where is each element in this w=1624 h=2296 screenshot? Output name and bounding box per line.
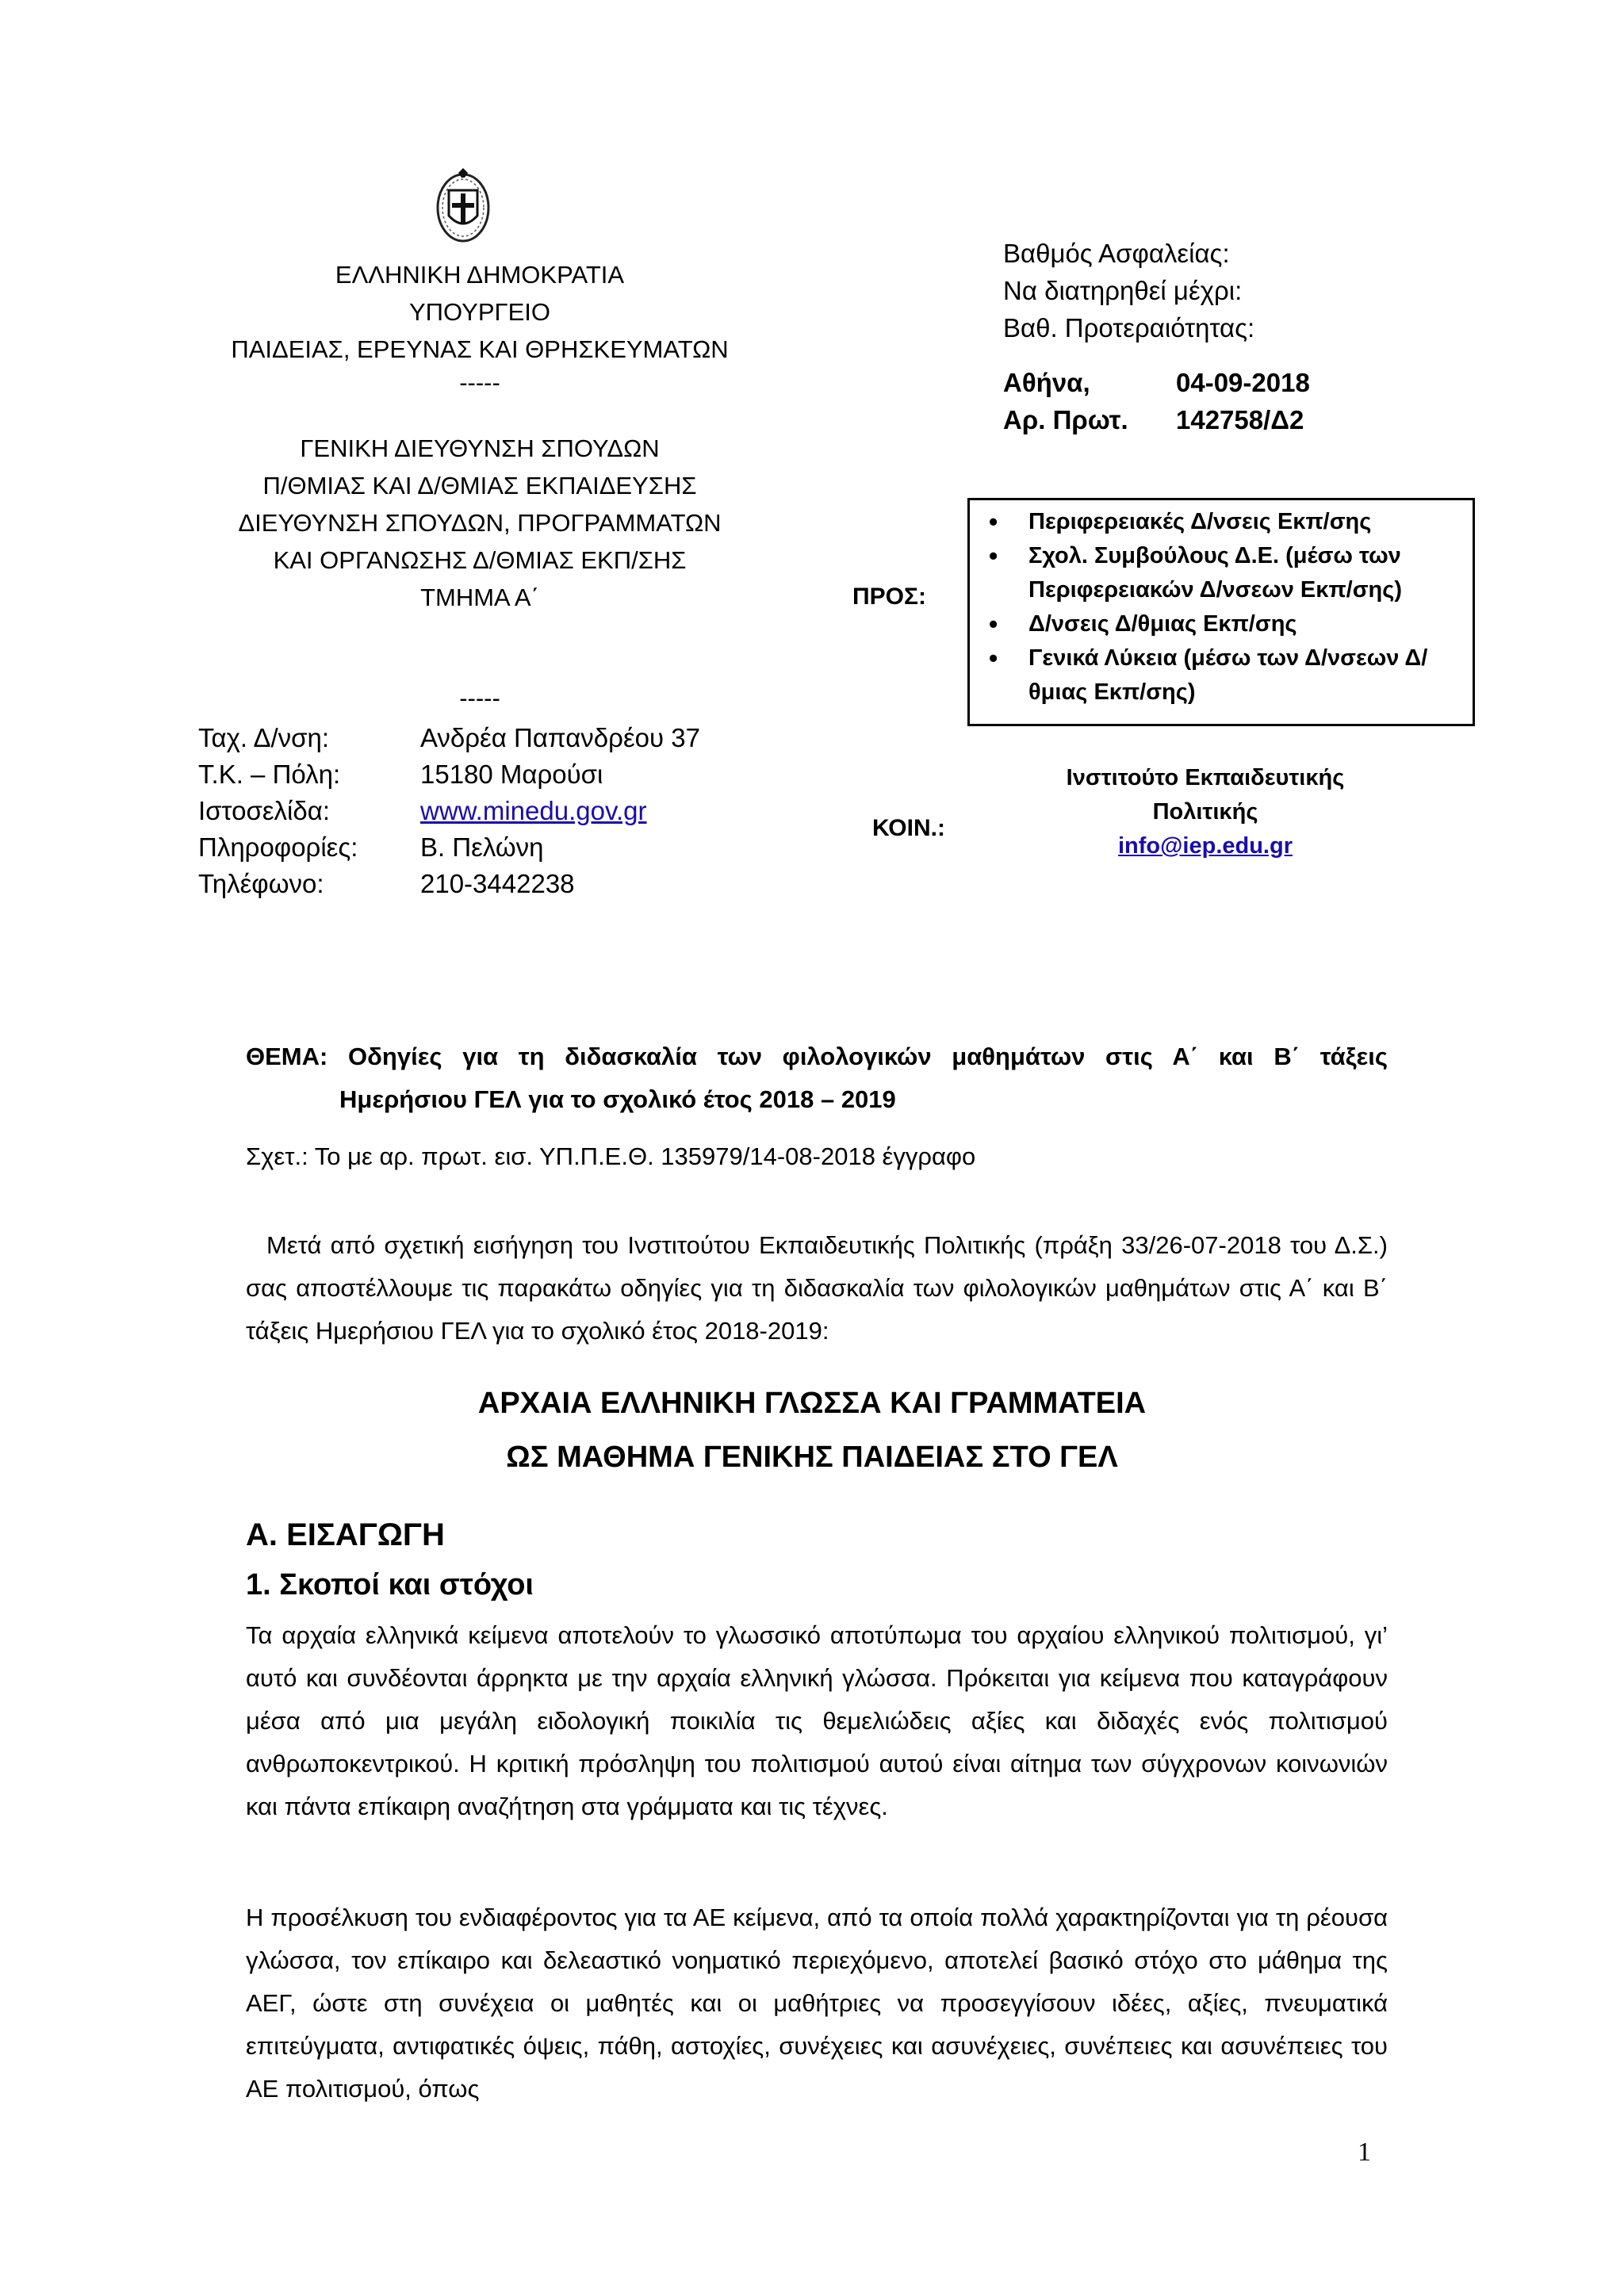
department-line: Π/ΘΜΙΑΣ ΚΑΙ Δ/ΘΜΙΑΣ ΕΚΠΑΙΔΕΥΣΗΣ [262, 472, 697, 499]
recipients-box [967, 498, 1475, 726]
header-line: ΥΠΟΥΡΓΕΙΟ [408, 298, 550, 326]
recipient-item: • Περιφερειακές Δ/νσεις Εκπ/σης [981, 505, 1461, 539]
contact-row [198, 829, 700, 866]
contact-value: 210-3442238 [420, 869, 575, 898]
heading-introduction: Α. ΕΙΣΑΓΩΓΗ [246, 1517, 445, 1552]
contact-row [198, 720, 700, 756]
keep-until: Να διατηρηθεί μέχρι: [1003, 276, 1243, 305]
department-line: ΚΑΙ ΟΡΓΑΝΩΣΗΣ Δ/ΘΜΙΑΣ ΕΚΠ/ΣΗΣ [273, 546, 687, 574]
recipient-item: • Σχολ. Συμβούλους Δ.Ε. (μέσω των Περιφερειακών Δ/νσεων Εκπ/σης) [981, 539, 1461, 607]
contact-row [198, 756, 700, 793]
priority-level: Βαθ. Προτεραιότητας: [1003, 313, 1255, 342]
protocol-row [1003, 401, 1310, 438]
ministry-header [198, 256, 761, 717]
contact-value: Ανδρέα Παπανδρέου 37 [420, 723, 700, 752]
contact-block [198, 720, 700, 902]
section-title: ΩΣ ΜΑΘΗΜΑ ΓΕΝΙΚΗΣ ΠΑΙΔΕΙΑΣ ΣΤΟ ΓΕΛ [506, 1441, 1118, 1474]
contact-row [198, 793, 700, 829]
contact-label: Ταχ. Δ/νση: [198, 723, 330, 752]
subject-line: ΘΕΜΑ: Οδηγίες για τη διδασκαλία των φιλολογικών μαθημάτων στις Α΄ και Β΄ τάξεις [246, 1043, 1388, 1070]
cc-line: Πολιτικής [1152, 799, 1258, 825]
reference-line: Σχετ.: Το με αρ. πρωτ. εισ. ΥΠ.Π.Ε.Θ. 135979/14-08-2018 έγγραφο [246, 1142, 976, 1170]
header-separator: ----- [459, 684, 500, 712]
cc-line: Ινστιτούτο Εκπαιδευτικής [1066, 765, 1345, 790]
section-title: ΑΡΧΑΙΑ ΕΛΛΗΝΙΚΗ ΓΛΩΣΣΑ ΚΑΙ ΓΡΑΜΜΑΤΕΙΑ [477, 1387, 1147, 1420]
contact-label: Πληροφορίες: [198, 832, 358, 862]
protocol-label: Αρ. Πρωτ. [1003, 405, 1128, 434]
page-number: 1 [1358, 2137, 1371, 2167]
document-meta [1003, 235, 1310, 438]
date-row [1003, 364, 1310, 401]
coat-of-arms-emblem [435, 166, 492, 246]
cc-email-link[interactable]: info@iep.edu.gr [1118, 833, 1293, 859]
header-line: ΕΛΛΗΝΙΚΗ ΔΗΜΟΚΡΑΤΙΑ [335, 261, 625, 289]
protocol-number: 142758/Δ2 [1176, 405, 1304, 434]
to-label: ΠΡΟΣ: [852, 584, 927, 610]
department-line: ΓΕΝΙΚΗ ΔΙΕΥΘΥΝΣΗ ΣΠΟΥΔΩΝ [300, 434, 660, 462]
subject-line: Ημερήσιου ΓΕΛ για το σχολικό έτος 2018 – 2019 [339, 1085, 896, 1113]
intro-paragraph: Μετά από σχετική εισήγηση του Ινστιτούτου Εκπαιδευτικής Πολιτικής (πράξη 33/26-07-2018 του Δ.Σ.) σας αποστέλλουμε τις παρακάτω οδηγίες για τη διδασκαλία των φιλολογικών μαθημάτων στις Α΄ και Β΄ τάξεις Ημερήσιου ΓΕΛ για το σχολικό έτος 2018-2019: [246, 1231, 1388, 1345]
contact-label: Τηλέφωνο: [198, 869, 324, 898]
header-line: ΠΑΙΔΕΙΑΣ, ΕΡΕΥΝΑΣ ΚΑΙ ΘΡΗΣΚΕΥΜΑΤΩΝ [231, 335, 729, 363]
body-paragraph: Η προσέλκυση του ενδιαφέροντος για τα ΑΕ κείμενα, από τα οποία πολλά χαρακτηρίζονται για τη ρέουσα γλώσσα, τον επίκαιρο και δελεαστικό νοηματικό περιεχόμενο, αποτελεί βασικό στόχο στο μάθημα της ΑΕΓ, ώστε στη συνέχεια οι μαθητές και οι μαθήτριες να προσεγγίσουν ιδέες, αξίες, πνευματικά επιτεύγματα, αντιφατικές όψεις, πάθη, αστοχίες, συνέχειες και ασυνέχειες, συνέπειες και ασυνέπειες του ΑΕ πολιτισμού, όπως [246, 1904, 1388, 2103]
contact-label: Τ.Κ. – Πόλη: [198, 760, 341, 789]
cc-recipient [975, 761, 1435, 863]
contact-row [198, 866, 700, 902]
website-link[interactable]: www.minedu.gov.gr [420, 796, 647, 825]
header-separator: ----- [459, 369, 500, 396]
cc-label: ΚΟΙΝ.: [872, 815, 945, 841]
city-label: Αθήνα, [1003, 368, 1090, 397]
contact-label: Ιστοσελίδα: [198, 796, 330, 825]
security-level: Βαθμός Ασφαλείας: [1003, 239, 1230, 268]
recipient-item: • Δ/νσεις Δ/θμιας Εκπ/σης [981, 607, 1461, 641]
document-date: 04-09-2018 [1176, 368, 1310, 397]
contact-value: 15180 Μαρούσι [420, 760, 603, 789]
subject-block [246, 1035, 1388, 1121]
department-line: ΔΙΕΥΘΥΝΣΗ ΣΠΟΥΔΩΝ, ΠΡΟΓΡΑΜΜΑΤΩΝ [238, 509, 722, 537]
body-paragraph: Τα αρχαία ελληνικά κείμενα αποτελούν το γλωσσικό αποτύπωμα του αρχαίου ελληνικού πολιτισμού, γι’ αυτό και συνδέονται άρρηκτα με την αρχαία ελληνική γλώσσα. Πρόκειται για κείμενα που καταγράφουν μέσα από μια μεγάλη ειδολογική ποικιλία τις θεμελιώδεις αξίες και διδαχές ενός πολιτισμού ανθρωποκεντρικού. Η κριτική πρόσληψη του πολιτισμού αυτού είναι αίτημα των σύγχρονων κοινωνιών και πάντα επίκαιρη αναζήτηση στα γράμματα και τις τέχνες. [246, 1621, 1388, 1820]
recipient-item: • Γενικά Λύκεια (μέσω των Δ/νσεων Δ/θμιας Εκπ/σης) [981, 641, 1461, 710]
department-line: ΤΜΗΜΑ Α΄ [420, 584, 539, 611]
contact-value: Β. Πελώνη [420, 832, 544, 862]
heading-goals: 1. Σκοποί και στόχοι [246, 1568, 534, 1601]
